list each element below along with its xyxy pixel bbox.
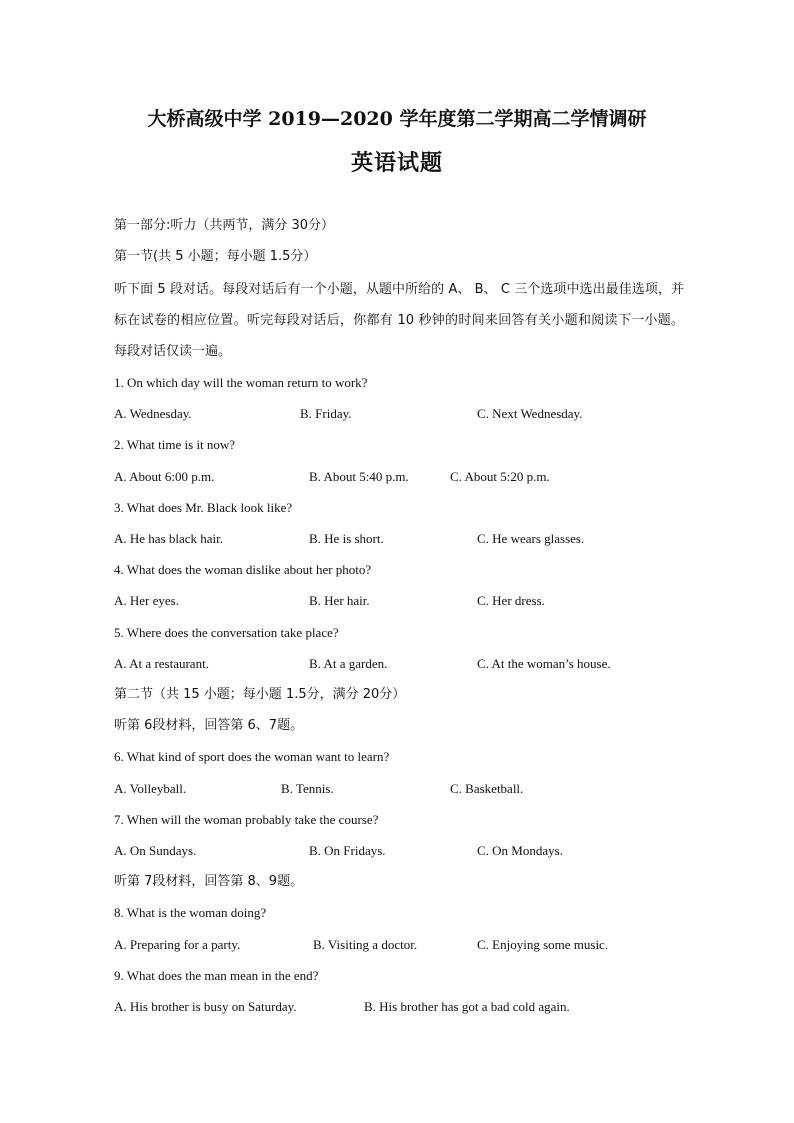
question-8-stem: 8. What is the woman doing? (114, 905, 267, 920)
question-7-option-c: C. On Mondays. (477, 843, 563, 858)
question-1-stem: 1. On which day will the woman return to work? (114, 375, 368, 390)
question-6-option-b: B. Tennis. (281, 781, 334, 796)
question-3-option-c: C. He wears glasses. (477, 531, 585, 546)
question-8-option-c: C. Enjoying some music. (477, 937, 609, 952)
question-4-option-a: A. Her eyes. (114, 593, 179, 608)
question-2-option-b: B. About 5:40 p.m. (309, 469, 409, 484)
question-5-stem: 5. Where does the conversation take place? (114, 625, 339, 640)
exam-title: 大桥高级中学 2019—2020 学年度第二学期高二学情调研 (147, 108, 647, 130)
question-8-option-b: B. Visiting a doctor. (313, 937, 418, 952)
question-1-option-c: C. Next Wednesday. (477, 406, 583, 421)
question-3-stem: 3. What does Mr. Black look like? (114, 500, 293, 515)
section1-heading: 第一节(共 5 小题；每小题 1.5分） (114, 249, 317, 264)
question-7-option-a: A. On Sundays. (114, 843, 197, 858)
material-7-instruction: 听第 7段材料，回答第 8、9题。 (114, 874, 304, 889)
question-5-option-c: C. At the woman’s house. (477, 656, 611, 671)
question-4-stem: 4. What does the woman dislike about her photo? (114, 562, 372, 577)
question-8-option-a: A. Preparing for a party. (114, 937, 241, 952)
question-9-option-b: B. His brother has got a bad cold again. (364, 999, 570, 1014)
question-6-stem: 6. What kind of sport does the woman want to learn? (114, 749, 390, 764)
question-9-option-a: A. His brother is busy on Saturday. (114, 999, 297, 1014)
question-7-option-b: B. On Fridays. (309, 843, 386, 858)
question-3-option-a: A. He has black hair. (114, 531, 224, 546)
question-5-option-b: B. At a garden. (309, 656, 388, 671)
question-6-option-a: A. Volleyball. (114, 781, 187, 796)
question-7-stem: 7. When will the woman probably take the course? (114, 812, 379, 827)
material-6-instruction: 听第 6段材料，回答第 6、7题。 (114, 718, 304, 733)
question-5-option-a: A. At a restaurant. (114, 656, 209, 671)
question-4-option-b: B. Her hair. (309, 593, 370, 608)
question-1-option-b: B. Friday. (300, 406, 352, 421)
question-9-stem: 9. What does the man mean in the end? (114, 968, 319, 983)
question-2-stem: 2. What time is it now? (114, 437, 236, 452)
exam-subtitle: 英语试题 (350, 150, 443, 176)
question-3-option-b: B. He is short. (309, 531, 384, 546)
question-6-option-c: C. Basketball. (450, 781, 524, 796)
question-2-option-c: C. About 5:20 p.m. (450, 469, 550, 484)
question-4-option-c: C. Her dress. (477, 593, 545, 608)
question-1-option-a: A. Wednesday. (114, 406, 192, 421)
part1-heading: 第一部分:听力（共两节，满分 30分） (114, 218, 335, 233)
listening-instructions: 听下面 5 段对话。每段对话后有一个小题，从题中所给的 A、 B、 C 三个选项中选出最佳选项，并标在试卷的相应位置。听完每段对话后，你都有 10 秒钟的时间来回答有关小题和阅读下一小题。每段对话仅读一遍。 (114, 282, 684, 359)
question-2-option-a: A. About 6:00 p.m. (114, 469, 215, 484)
section2-heading: 第二节（共 15 小题；每小题 1.5分，满分 20分） (114, 687, 406, 702)
